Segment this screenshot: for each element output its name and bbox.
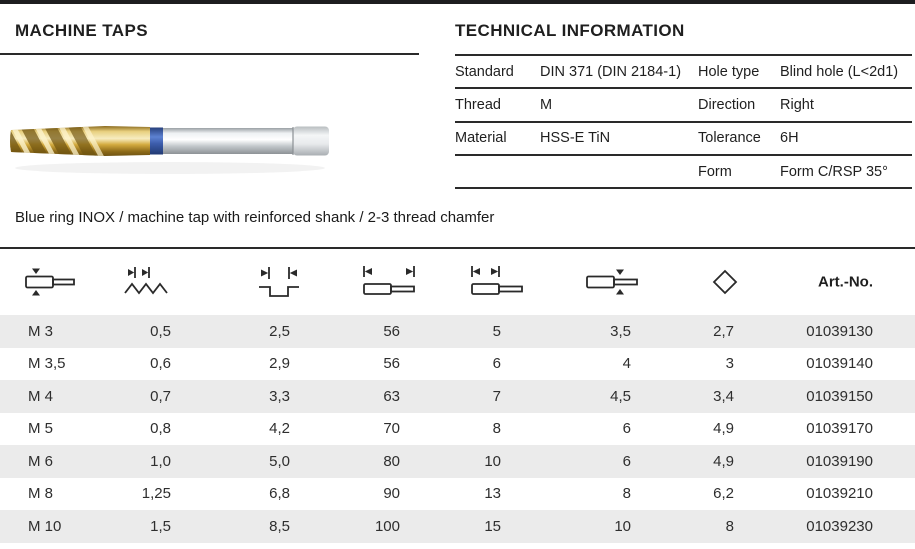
overall-length-cell: 100 xyxy=(374,517,400,535)
square-size-cell: 4,9 xyxy=(713,452,734,470)
artno-cell: 01039130 xyxy=(806,322,873,340)
tap-square-end xyxy=(293,127,329,156)
shank-diameter-cell: 6 xyxy=(622,420,631,438)
core-hole-cell: 3,3 xyxy=(269,387,290,405)
tech-info-label: Hole type xyxy=(698,63,760,80)
artno-cell: 01039190 xyxy=(806,452,873,470)
pitch-cell: 0,7 xyxy=(150,387,171,405)
thread-length-cell: 7 xyxy=(492,387,501,405)
pitch-cell: 1,5 xyxy=(150,517,171,535)
artno-cell: 01039210 xyxy=(806,485,873,503)
thread-size-cell: M 3,5 xyxy=(28,355,66,373)
thread-size-cell: M 10 xyxy=(28,517,62,535)
core-hole-cell: 2,9 xyxy=(269,355,290,373)
overall-length-icon xyxy=(361,262,417,302)
pitch-icon xyxy=(122,262,168,302)
tech-info-value: Form C/RSP 35° xyxy=(780,163,888,180)
overall-length-cell: 80 xyxy=(383,452,400,470)
tech-info-label: Standard xyxy=(455,63,514,80)
page-top-bar xyxy=(0,0,915,4)
thread-size-cell: M 8 xyxy=(28,485,54,503)
page-title: MACHINE TAPS xyxy=(15,21,148,40)
pitch-cell: 1,25 xyxy=(141,485,171,503)
tech-info-label: Material xyxy=(455,130,507,147)
thread-size-cell: M 4 xyxy=(28,387,54,405)
core-hole-diameter-icon xyxy=(257,262,301,302)
square-size-cell: 3,4 xyxy=(713,387,734,405)
tech-info-value: 6H xyxy=(780,130,799,147)
product-caption: Blue ring INOX / machine tap with reinforced shank / 2-3 thread chamfer xyxy=(15,209,495,226)
core-hole-cell: 6,8 xyxy=(269,485,290,503)
square-size-cell: 6,2 xyxy=(713,485,734,503)
tap-blue-ring xyxy=(150,128,163,155)
pitch-cell: 0,6 xyxy=(150,355,171,373)
thread-length-cell: 13 xyxy=(484,485,501,503)
tap-shank xyxy=(163,128,293,154)
thread-size-cell: M 3 xyxy=(28,322,54,340)
technical-information-title: TECHNICAL INFORMATION xyxy=(455,21,685,40)
square-drive-icon xyxy=(712,269,738,295)
shank-diameter-icon xyxy=(584,262,640,302)
artno-cell: 01039230 xyxy=(806,517,873,535)
thread-length-cell: 6 xyxy=(492,355,501,373)
artno-cell: 01039140 xyxy=(806,355,873,373)
shank-diameter-cell: 10 xyxy=(614,517,631,535)
machine-tap-photo xyxy=(5,106,335,180)
square-size-cell: 2,7 xyxy=(713,322,734,340)
pitch-cell: 1,0 xyxy=(150,452,171,470)
artno-column-header: Art.-No. xyxy=(818,273,873,291)
overall-length-cell: 63 xyxy=(383,387,400,405)
overall-length-cell: 70 xyxy=(383,420,400,438)
shank-diameter-cell: 8 xyxy=(622,485,631,503)
core-hole-cell: 2,5 xyxy=(269,322,290,340)
square-size-cell: 4,9 xyxy=(713,420,734,438)
pitch-cell: 0,8 xyxy=(150,420,171,438)
overall-length-cell: 56 xyxy=(383,322,400,340)
thread-length-cell: 8 xyxy=(492,420,501,438)
title-divider xyxy=(0,53,419,55)
tap-shadow xyxy=(15,162,325,174)
technical-info-row xyxy=(455,123,912,156)
thread-length-cell: 15 xyxy=(484,517,501,535)
table-row xyxy=(0,445,915,478)
tech-info-label: Tolerance xyxy=(698,130,761,147)
core-hole-cell: 5,0 xyxy=(269,452,290,470)
tech-info-label: Thread xyxy=(455,96,501,113)
technical-info-table xyxy=(455,54,912,189)
table-row xyxy=(0,510,915,543)
thread-diameter-icon xyxy=(22,262,78,302)
square-size-cell: 3 xyxy=(725,355,734,373)
tap-flutes xyxy=(5,114,109,169)
overall-length-cell: 90 xyxy=(383,485,400,503)
thread-length-icon xyxy=(469,262,525,302)
tech-info-value: Blind hole (L<2d1) xyxy=(780,63,899,80)
table-row xyxy=(0,348,915,381)
tech-info-label: Direction xyxy=(698,96,756,113)
overall-length-cell: 56 xyxy=(383,355,400,373)
tech-info-value: Right xyxy=(780,96,814,113)
thread-size-cell: M 6 xyxy=(28,452,54,470)
core-hole-cell: 8,5 xyxy=(269,517,290,535)
core-hole-cell: 4,2 xyxy=(269,420,290,438)
product-table-header xyxy=(0,249,915,315)
table-row xyxy=(0,380,915,413)
tech-info-value: M xyxy=(540,96,553,113)
shank-diameter-cell: 4 xyxy=(622,355,631,373)
pitch-cell: 0,5 xyxy=(150,322,171,340)
thread-length-cell: 5 xyxy=(492,322,501,340)
thread-length-cell: 10 xyxy=(484,452,501,470)
product-table xyxy=(0,247,915,543)
tech-info-value: HSS-E TiN xyxy=(540,130,611,147)
shank-diameter-cell: 6 xyxy=(622,452,631,470)
shank-diameter-cell: 3,5 xyxy=(610,322,631,340)
shank-diameter-cell: 4,5 xyxy=(610,387,631,405)
thread-size-cell: M 5 xyxy=(28,420,54,438)
table-row xyxy=(0,413,915,446)
technical-info-row xyxy=(455,156,912,189)
table-row xyxy=(0,315,915,348)
artno-cell: 01039170 xyxy=(806,420,873,438)
tech-info-value: DIN 371 (DIN 2184-1) xyxy=(540,63,682,80)
technical-info-row xyxy=(455,56,912,89)
artno-cell: 01039150 xyxy=(806,387,873,405)
square-size-cell: 8 xyxy=(725,517,734,535)
technical-info-row xyxy=(455,89,912,122)
tech-info-label: Form xyxy=(698,163,732,180)
table-row xyxy=(0,478,915,511)
